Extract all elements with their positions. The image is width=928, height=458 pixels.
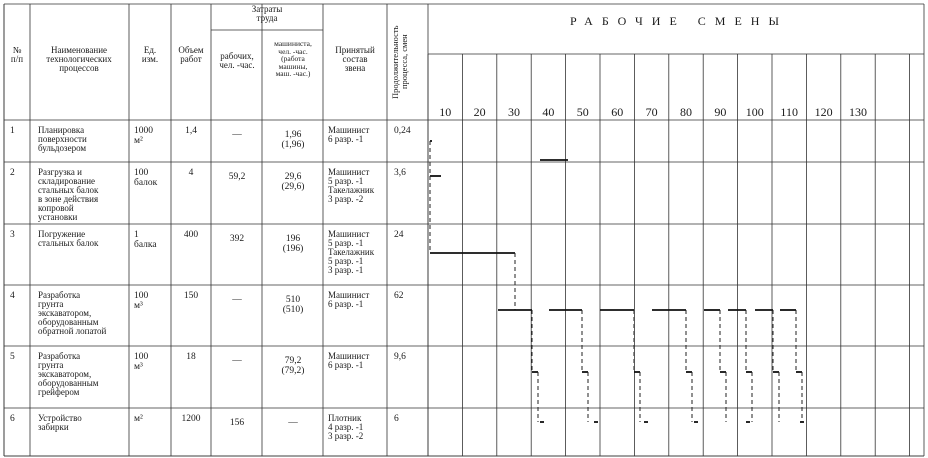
- row-unit: м²: [134, 414, 143, 424]
- row-machinists: 196 (196): [282, 234, 304, 254]
- shift-scale-label: 50: [576, 105, 589, 119]
- shift-scale-label: 120: [814, 105, 833, 119]
- row-num: 6: [10, 414, 15, 424]
- row-workers: —: [232, 130, 242, 140]
- row-unit: 100 м³: [134, 291, 149, 311]
- row-workers: —: [232, 295, 242, 305]
- row-machinists: 79,2 (79,2): [281, 356, 305, 376]
- shift-scale-label: 40: [542, 105, 555, 119]
- row-volume: 150: [183, 291, 199, 301]
- shift-scale-label: 60: [611, 105, 624, 119]
- row-crew: Машинист 6 разр. -1: [328, 290, 370, 309]
- row-machinists: 29,6 (29,6): [281, 172, 305, 192]
- header-crew: Принятый состав звена: [335, 45, 375, 73]
- header-num: № п/п: [10, 45, 24, 64]
- shift-scale-label: 70: [645, 105, 658, 119]
- shift-scale-label: 90: [714, 105, 727, 119]
- row-volume: 4: [188, 168, 194, 178]
- shift-scale-label: 10: [439, 105, 452, 119]
- row-num: 4: [10, 291, 15, 301]
- row-duration: 3,6: [394, 168, 406, 178]
- row-volume: 1,4: [185, 126, 197, 136]
- row-volume: 18: [186, 352, 196, 362]
- header-machinists: машиниста, чел. -час. (работа машины, маш. -час.): [274, 39, 312, 78]
- row-duration: 62: [394, 291, 404, 301]
- header-duration: Продолжительность процесса, смен: [390, 25, 409, 99]
- row-process-name: Устройство забирки: [38, 413, 82, 432]
- row-num: 1: [10, 126, 15, 136]
- row-unit: 100 м³: [134, 352, 149, 372]
- shift-scale-label: 30: [507, 105, 520, 119]
- header-volume: Объем работ: [178, 45, 204, 64]
- row-duration: 6: [394, 414, 399, 424]
- row-process-name: Погружение стальных балок: [38, 229, 99, 248]
- row-workers: 392: [229, 234, 245, 244]
- shift-scale-label: 110: [780, 105, 798, 119]
- row-process-name: Планировка поверхности бульдозером: [38, 125, 87, 153]
- header-shifts-title: РАБОЧИЕ СМЕНЫ: [570, 14, 788, 28]
- shift-scale-label: 130: [848, 105, 867, 119]
- row-duration: 9,6: [394, 352, 406, 362]
- row-num: 3: [10, 230, 15, 240]
- row-machinists: 1,96 (1,96): [281, 130, 305, 150]
- row-machinists: 510 (510): [282, 295, 304, 315]
- row-crew: Плотник 4 разр. -1 3 разр. -2: [328, 413, 364, 441]
- row-process-name: Разгрузка и складирование стальных балок в зоне действия копровой установки: [38, 167, 99, 222]
- header-unit: Ед. изм.: [141, 45, 159, 64]
- row-volume: 1200: [181, 414, 201, 424]
- row-workers: —: [232, 356, 242, 366]
- row-num: 2: [10, 168, 15, 178]
- row-num: 5: [10, 352, 15, 362]
- row-workers: 156: [229, 418, 245, 428]
- row-unit: 1 балка: [134, 230, 157, 250]
- row-duration: 24: [394, 230, 404, 240]
- header-process-name: Наименование технологических процессов: [46, 45, 112, 73]
- row-crew: Машинист 6 разр. -1: [328, 125, 370, 144]
- row-process-name: Разработка грунта экскаватором, оборудованным обратной лопатой: [38, 290, 107, 336]
- header-workers: рабочих, чел. -час.: [219, 51, 255, 70]
- shift-scale-label: 100: [745, 105, 764, 119]
- shift-scale-label: 80: [679, 105, 692, 119]
- row-workers: 59,2: [228, 172, 246, 182]
- row-volume: 400: [183, 230, 199, 240]
- row-unit: 100 балок: [134, 168, 158, 188]
- row-process-name: Разработка грунта экскаватором, оборудованным грейфером: [38, 351, 99, 397]
- row-crew: Машинист 5 разр. -1 Такелажник 3 разр. -2: [328, 167, 375, 204]
- header-labor: Затраты труда: [251, 4, 283, 23]
- row-crew: Машинист 6 разр. -1: [328, 351, 370, 370]
- shift-scale-label: 20: [473, 105, 486, 119]
- row-duration: 0,24: [394, 126, 411, 136]
- row-unit: 1000 м²: [134, 126, 153, 146]
- row-machinists: —: [288, 418, 298, 428]
- row-crew: Машинист 5 разр. -1 Такелажник 5 разр. -1 3 разр. -1: [328, 229, 375, 275]
